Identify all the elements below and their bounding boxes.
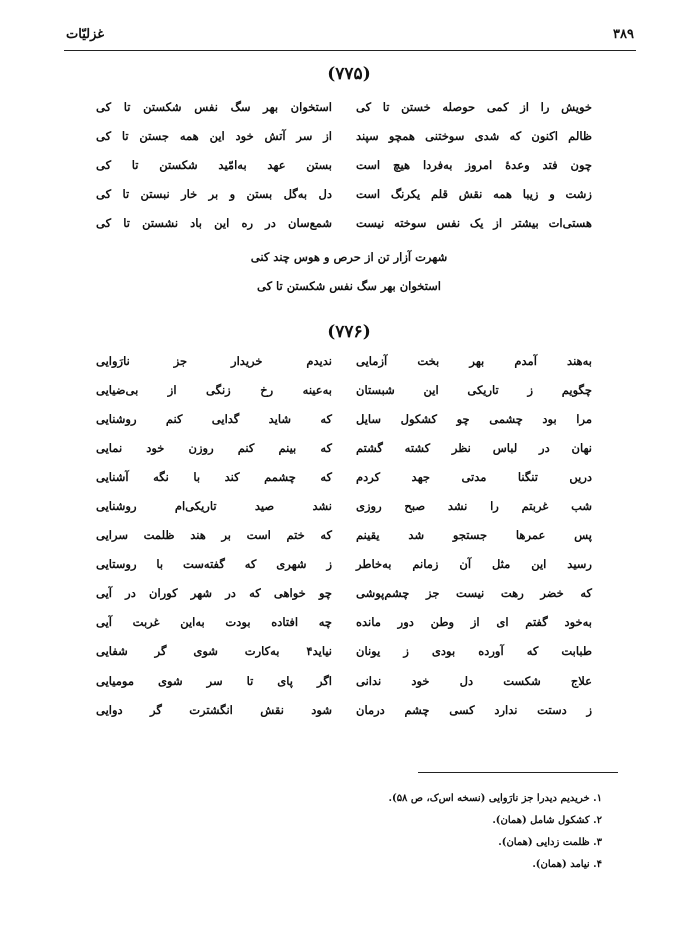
poem-number-775: (۷۷۵) bbox=[327, 64, 371, 84]
first-hemistich: شب غربتم را نشد صبح روزی bbox=[356, 499, 592, 514]
first-hemistich: پس عمرها جستجو شد یقینم bbox=[356, 528, 592, 543]
second-hemistich: که ختم است بر هند ظلمت سرایی bbox=[96, 528, 332, 543]
header-divider bbox=[64, 50, 636, 51]
first-hemistich: ظالم اکنون که شدی سوختنی همچو سپند bbox=[356, 128, 592, 143]
second-hemistich: به‌عینه رخ زنگی از بی‌ضیایی bbox=[96, 382, 332, 397]
second-hemistich: ز شهری که گفته‌ست با روستایی bbox=[96, 557, 332, 572]
page-header bbox=[66, 22, 634, 46]
poem-776-couplet bbox=[96, 375, 592, 404]
poem-776-couplet bbox=[96, 637, 592, 666]
first-hemistich: به‌خود گفتم ای از وطن دور مانده bbox=[356, 615, 592, 630]
second-hemistich: از سر آتش خود این همه جستن تا کی bbox=[96, 128, 332, 143]
poem-776-couplet bbox=[96, 491, 592, 520]
poem-776-couplet bbox=[96, 608, 592, 637]
first-hemistich: نهان در لباس نظر کشته گشتم bbox=[356, 440, 592, 455]
footnote-divider bbox=[418, 772, 618, 773]
second-hemistich: ندیدم خریدار جز نارَوایی bbox=[96, 353, 332, 368]
second-hemistich: شمع‌سان در ره این باد نشستن تا کی bbox=[96, 215, 332, 230]
poem-776-couplet bbox=[96, 579, 592, 608]
footnotes bbox=[202, 788, 602, 876]
second-hemistich: شود نقش انگشترت گر دوایی bbox=[96, 702, 332, 717]
section-title: غزلیّات bbox=[66, 26, 105, 42]
first-hemistich: چگویم ز تاریکی این شبستان bbox=[356, 382, 592, 397]
poem-776-couplet bbox=[96, 666, 592, 695]
poem-776-couplet bbox=[96, 404, 592, 433]
first-hemistich: زشت و زیبا همه نقش قلم یکرنگ است bbox=[356, 186, 592, 201]
second-hemistich: دل به‌گل بستن و بر خار نبستن تا کی bbox=[96, 186, 332, 201]
footnote-1: ۱. خریدیم دیدرا جز نارَوایی (نسخه اس‌ک، ص ۵۸). bbox=[388, 793, 602, 804]
first-hemistich: ز دستت ندارد کسی چشم درمان bbox=[356, 702, 592, 717]
first-hemistich: مرا بود چشمی چو کشکول سایل bbox=[356, 411, 592, 426]
poem-775-couplet bbox=[96, 179, 592, 208]
first-hemistich: چون فتد وعدهٔ امروز به‌فردا هیچ است bbox=[356, 157, 592, 172]
poem-776-couplet bbox=[96, 550, 592, 579]
second-hemistich: چه افتاده بودت به‌این غربت آیی bbox=[96, 615, 332, 630]
footnote-4: ۴. نیامد (همان). bbox=[532, 859, 602, 870]
poem-776-couplet bbox=[96, 346, 592, 375]
poem-775-final-line-1: شهرت آزار تن از حرص و هوس چند کنی bbox=[250, 250, 448, 264]
poem-number-776: (۷۷۶) bbox=[327, 322, 371, 342]
footnote-3: ۳. ظلمت زدایی (همان). bbox=[498, 837, 602, 848]
first-hemistich: خویش را از کمی حوصله خستن تا کی bbox=[356, 99, 592, 114]
poem-776-couplet bbox=[96, 433, 592, 462]
first-hemistich: طبابت که آورده بودی ز یونان bbox=[356, 644, 592, 659]
first-hemistich: رسید این مثل آن زمانم به‌خاطر bbox=[356, 557, 592, 572]
first-hemistich: که خضر رهت نیست جز چشم‌پوشی bbox=[356, 586, 592, 601]
second-hemistich: بستن عهد به‌امّید شکستن تا کی bbox=[96, 157, 332, 172]
first-hemistich: هستی‌ات بیشتر از یک نفس سوخته نیست bbox=[356, 215, 592, 230]
poem-775-final-line-2: استخوان بهر سگ نفس شکستن تا کی bbox=[256, 279, 442, 293]
poem-776-couplet bbox=[96, 521, 592, 550]
footnote-2: ۲. کشکول شامل (همان). bbox=[492, 815, 602, 826]
poem-776-couplets bbox=[96, 346, 592, 724]
first-hemistich: علاج شکست دل خود ندانی bbox=[356, 673, 592, 688]
second-hemistich: اگر پای تا سر شوی مومیایی bbox=[96, 673, 332, 688]
poem-776-couplet bbox=[96, 462, 592, 491]
poem-775-couplets bbox=[96, 92, 592, 237]
poem-775-couplet bbox=[96, 121, 592, 150]
second-hemistich: نیاید۴ به‌کارت شوی گر شفایی bbox=[96, 644, 332, 659]
poem-775-couplet bbox=[96, 92, 592, 121]
second-hemistich: چو خواهی که در شهر کوران در آیی bbox=[96, 586, 332, 601]
first-hemistich: دریں تنگنا مدتی جهد کردم bbox=[356, 469, 592, 484]
poem-775-couplet bbox=[96, 150, 592, 179]
second-hemistich: که بینم کنم روزن خود نمایی bbox=[96, 440, 332, 455]
page-number: ۳۸۹ bbox=[613, 26, 634, 42]
second-hemistich: که شاید گدایی کنم روشنایی bbox=[96, 411, 332, 426]
first-hemistich: به‌هند آمدم بهر بخت آزمایی bbox=[356, 353, 592, 368]
poem-775-couplet bbox=[96, 208, 592, 237]
second-hemistich: که چشمم کند با نگه آشنایی bbox=[96, 469, 332, 484]
second-hemistich: استخوان بهر سگ نفس شکستن تا کی bbox=[96, 99, 332, 114]
second-hemistich: نشد صید تاریکی‌ام روشنایی bbox=[96, 499, 332, 514]
poem-776-couplet bbox=[96, 695, 592, 724]
